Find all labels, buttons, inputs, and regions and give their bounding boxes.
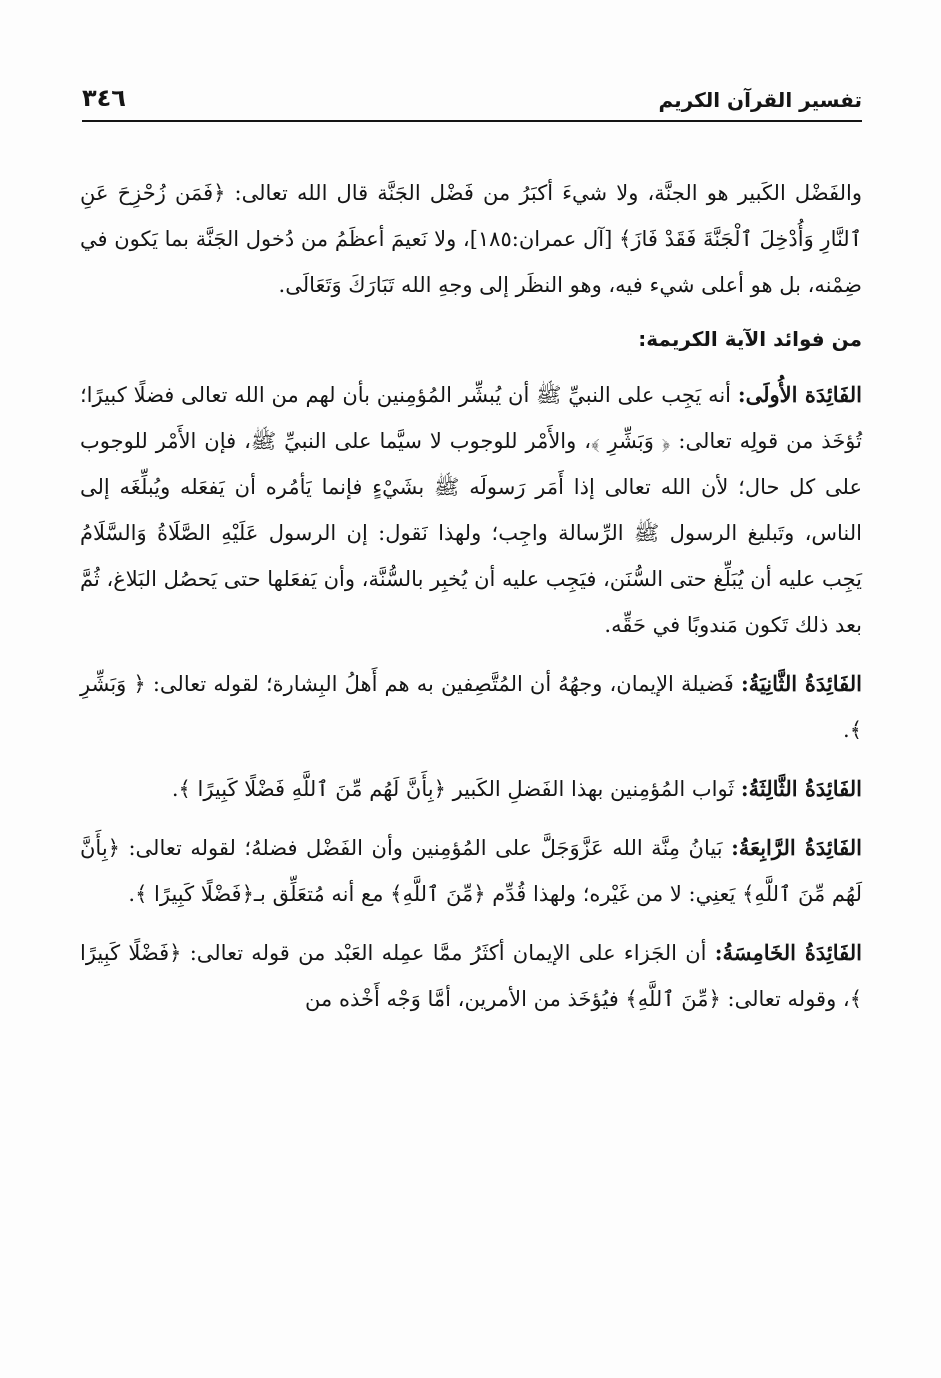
benefit-paragraph-5 bbox=[80, 930, 862, 1022]
benefit-paragraph-1 bbox=[80, 372, 862, 648]
benefit-lead: الفَائِدَةُ الرَّابِعَةُ: bbox=[731, 835, 862, 860]
header-rule bbox=[82, 120, 862, 122]
benefit-paragraph-3 bbox=[80, 766, 862, 812]
benefit-text: فَضيلة الإيمان، وجهُهُ أن المُتَّصِفين به هم أَهلُ البِشارة؛ لقوله تعالى: ﴿ وَبَشِّرِ ﴾. bbox=[80, 672, 862, 742]
page-header bbox=[82, 78, 862, 122]
benefit-lead: الفَائِدَةُ الثَّالِثَةُ: bbox=[740, 776, 862, 801]
page-body bbox=[80, 170, 862, 1035]
benefit-paragraph-4 bbox=[80, 825, 862, 917]
page-number: ٣٤٦ bbox=[82, 84, 126, 112]
section-heading: من فوائد الآية الكريمة: bbox=[638, 327, 862, 351]
intro-paragraph: والفَضْل الكَبير هو الجنَّة، ولا شيءَ أكبَرُ من فَضْل الجَنَّة قال الله تعالى: ﴿فَمَن زُحْزِحَ عَنِ ٱلنَّارِ وَأُدْخِلَ ٱلْجَنَّةَ فَقَدْ فَازَ﴾ [آل عمران:١٨٥]، ولا نَعيمَ أعظَمُ من دُخول الجَنَّة بما يَكون في ضِمْنه، بل هو أعلى شيء فيه، وهو النظَر إلى وجهِ الله تَبَارَكَ وَتَعَالَى. bbox=[80, 181, 863, 297]
benefit-text: ثَواب المُؤمِنين بهذا الفَضلِ الكَبير ﴿بِأَنَّ لَهُم مِّنَ ٱللَّهِ فَضْلًا كَبِيرًا ﴾. bbox=[171, 777, 735, 801]
benefit-text: بَيانُ مِنَّة الله عَزَّوَجَلَّ على المُؤمِنين وأن الفَضْل فضلهُ؛ لقوله تعالى: ﴿بِأَنَّ لَهُم مِّنَ ٱللَّهِ﴾ يَعنِي: لا من غَيْره؛ ولهذا قُدِّم ﴿مِّنَ ٱللَّهِ﴾ مع أنه مُتعَلِّق بـ﴿فَضْلًا كَبِيرًا ﴾. bbox=[80, 836, 862, 906]
benefit-lead: الفَائِدَةُ الثَّانِيَةُ: bbox=[740, 671, 862, 696]
benefit-lead: الفَائِدَة الأُولَى: bbox=[737, 382, 862, 407]
book-title: تفسير القرآن الكريم bbox=[658, 88, 862, 112]
benefit-paragraph-2 bbox=[80, 661, 862, 753]
benefit-text: أنه يَجِب على النبيِّ ﷺ أن يُبشِّر المُؤمِنين بأن لهم من الله تعالى فضلًا كبيرًا؛ تُؤخَذ من قولِه تعالى: ﴿ وَبَشِّرِ ﴾، والأَمْر للوجوب لا سيَّما على النبيِّ ﷺ، فإن الأَمْر للوجوب على كل حال؛ لأن الله تعالى إذا أَمَر رَسولَه ﷺ بشَيْءٍ فإنما يَأمُره أن يَفعَله ويُبلِّغَه إلى الناس، وتَبليغ الرسول ﷺ الرِّسالة واجِب؛ ولهذا نَقول: إن الرسول عَلَيْهِ الصَّلَاةُ وَالسَّلَامُ يَجِب عليه أن يُبَلِّغ حتى السُّنَن، فيَجِب عليه أن يُخبِر بالسُّنَّة، وأن يَفعَلها حتى يَحصُل البَلاغ، ثُمَّ بعد ذلك تَكون مَندوبًا في حَقِّه. bbox=[80, 383, 862, 637]
benefit-text: أن الجَزاء على الإيمان أكثَرُ ممَّا عمِله العَبْد من قوله تعالى: ﴿فَضْلًا كَبِيرًا ﴾، وقوله تعالى: ﴿مِّنَ ٱللَّهِ﴾ فيُؤخَذ من الأمرين، أمَّا وَجْه أَخْذه من bbox=[80, 941, 862, 1011]
benefit-lead: الفَائِدَةُ الخَامِسَةُ: bbox=[714, 940, 862, 965]
